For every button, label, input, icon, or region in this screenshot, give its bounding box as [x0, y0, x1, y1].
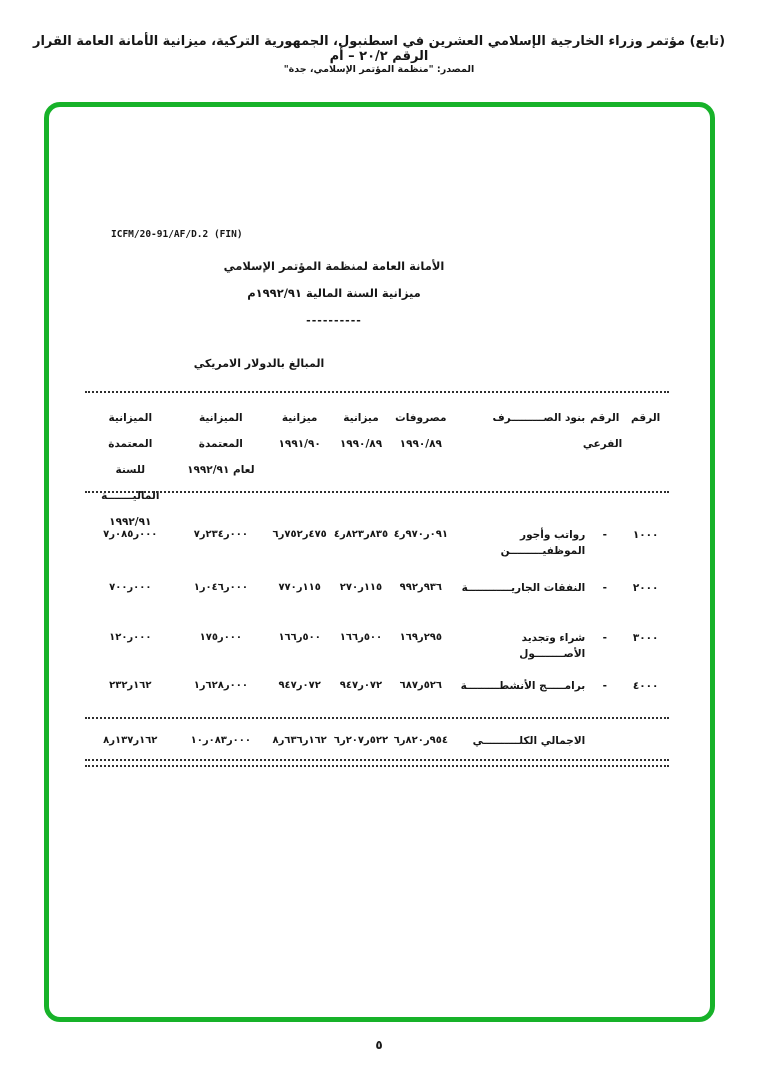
- total-number-empty: [622, 733, 669, 749]
- header-number-line1: الرقم: [631, 412, 661, 424]
- row-budget-9091: ١٦٦ر٥٠٠: [278, 632, 321, 643]
- header-approved-fiscal-line2: للسنة الماليـــــــة: [101, 464, 160, 502]
- row-sub-number: -: [602, 529, 607, 541]
- table-row: [85, 630, 669, 662]
- row-expenses-8990: ٩٩٢ر٩٣٦: [399, 582, 443, 593]
- row-budget-8990: ٤ر٨٢٣ر٨٣٥: [333, 529, 389, 540]
- total-expenses-8990: ٦ر٨٢٠ر٩٥٤: [393, 735, 448, 746]
- total-budget-8990: ٦ر٢٠٧ر٥٢٢: [333, 735, 389, 746]
- header-budget-9091-line2: ١٩٩١/٩٠: [278, 438, 321, 450]
- header-sub-number-line2: الفرعي: [582, 438, 623, 450]
- row-budget-9091: ٦ر٧٥٢ر٤٧٥: [272, 529, 327, 540]
- row-budget-9091: ٧٧٠ر١١٥: [278, 582, 321, 593]
- total-label: الاجمالي الكلــــــــــي: [472, 735, 586, 747]
- header-approved-9192-line2: المعتمدة: [198, 438, 243, 450]
- header-budget-8990: [333, 405, 388, 535]
- header-budget-8990-line2: ١٩٩٠/٨٩: [339, 438, 383, 450]
- header-approved-9192: [176, 405, 267, 535]
- row-item-label: شراء وتجديد الأصــــــــول: [519, 632, 586, 660]
- row-approved-fiscal: ٧٠٠ر٠٠٠: [109, 582, 152, 593]
- table-total-row: [85, 733, 669, 749]
- row-item-label: النفقات الجاريــــــــــــة: [461, 582, 586, 594]
- row-item-label: برامـــــج الأنشطـــــــــة: [460, 680, 586, 692]
- header-budget-8990-line1: ميزانية: [343, 412, 379, 424]
- separator-dotted-header: [85, 491, 669, 493]
- header-approved-9192-line3: لعام ١٩٩٢/٩١: [187, 464, 255, 476]
- row-budget-9091: ٩٤٧ر٠٧٢: [278, 680, 321, 691]
- row-sub-number: -: [602, 632, 607, 644]
- separator-double-bottom: [85, 759, 669, 767]
- row-item-label: رواتب وأجور الموظفيـــــــــن: [500, 529, 586, 557]
- header-budget-9091: [266, 405, 333, 535]
- table-row: [85, 580, 669, 596]
- header-number: [622, 405, 669, 535]
- row-sub-number: -: [602, 680, 607, 692]
- row-budget-8990: ٢٧٠ر١١٥: [339, 582, 383, 593]
- header-approved-fiscal-line3: ١٩٩٢/٩١: [109, 516, 152, 528]
- header-budget-9091-line1: ميزانية: [281, 412, 318, 424]
- header-expenditure-items-line1: بنود الصـــــــــرف: [492, 412, 586, 424]
- header-expenses-8990: [389, 405, 453, 535]
- header-approved-9192-line1: الميزانية: [199, 412, 243, 424]
- total-approved-9192: ١٠ر٠٨٣ر٠٠٠: [190, 735, 251, 746]
- row-approved-9192: ١٧٥ر٠٠٠: [199, 632, 243, 643]
- row-budget-8990: ٩٤٧ر٠٧٢: [339, 680, 383, 691]
- row-approved-fiscal: ١٢٠ر٠٠٠: [109, 632, 152, 643]
- header-approved-fiscal-line1: الميزانية المعتمدة: [108, 412, 153, 450]
- row-budget-8990: ١٦٦ر٥٠٠: [339, 632, 383, 643]
- title-block: [169, 253, 499, 334]
- header-expenses-line2: ١٩٩٠/٨٩: [399, 438, 442, 450]
- total-approved-fiscal: ٨ر١٣٧ر١٦٢: [103, 735, 158, 746]
- page-number: ٥: [375, 1038, 383, 1052]
- row-approved-9192: ١ر٠٤٦ر٠٠٠: [193, 582, 248, 593]
- row-expenses-8990: ١٦٩ر٢٩٥: [399, 632, 443, 643]
- source-line: المصدر: "منظمة المؤتمر الإسلامي، جدة": [283, 64, 475, 75]
- total-budget-9091: ٨ر٦٣٦ر١٦٢: [272, 735, 327, 746]
- table-row: [85, 527, 669, 559]
- row-number: ٤٠٠٠: [632, 680, 659, 692]
- header-expenses-line1: مصروفات: [395, 412, 447, 424]
- header-sub-number-line1: الرقم: [590, 412, 620, 424]
- row-sub-number: -: [602, 582, 607, 594]
- table-header-row: [85, 405, 669, 535]
- separator-dotted-top: [85, 391, 669, 393]
- row-number: ٣٠٠٠: [632, 632, 659, 644]
- header-approved-fiscal: [85, 405, 176, 535]
- header-sub-number: [582, 405, 623, 535]
- green-scan-frame: [44, 102, 715, 1022]
- row-expenses-8990: ٤ر٩٧٠ر٠٩١: [393, 529, 448, 540]
- document-reference: ICFM/20-91/AF/D.2 (FIN): [111, 229, 243, 240]
- row-approved-fiscal: ٧ر٠٨٥ر٠٠٠: [103, 529, 158, 540]
- title-underline-dashes: ----------: [306, 314, 362, 327]
- row-number: ١٠٠٠: [632, 529, 659, 541]
- continuation-header: (تابع) مؤتمر وزراء الخارجية الإسلامي العشرين في اسطنبول، الجمهورية التركية، ميزانية الأمانة العامة القرار الرقم ٢٠/٢ – أم: [32, 34, 726, 64]
- budget-year-title: ميزانية السنة المالية ١٩٩٢/٩١م: [247, 286, 421, 300]
- separator-dotted-total: [85, 717, 669, 719]
- org-title: الأمانة العامة لمنظمة المؤتمر الإسلامي: [223, 259, 445, 273]
- total-sub-empty: [587, 733, 622, 749]
- row-expenses-8990: ٦٨٧ر٥٢٦: [399, 680, 443, 691]
- row-approved-9192: ٧ر٢٣٤ر٠٠٠: [193, 529, 248, 540]
- row-approved-9192: ١ر٦٢٨ر٠٠٠: [193, 680, 248, 691]
- header-expenditure-items: [453, 405, 587, 535]
- row-number: ٢٠٠٠: [632, 582, 659, 594]
- currency-note: المبالغ بالدولار الامريكي: [193, 357, 325, 370]
- table-row: [85, 678, 669, 694]
- row-approved-fiscal: ٢٣٢ر١٦٢: [109, 680, 152, 691]
